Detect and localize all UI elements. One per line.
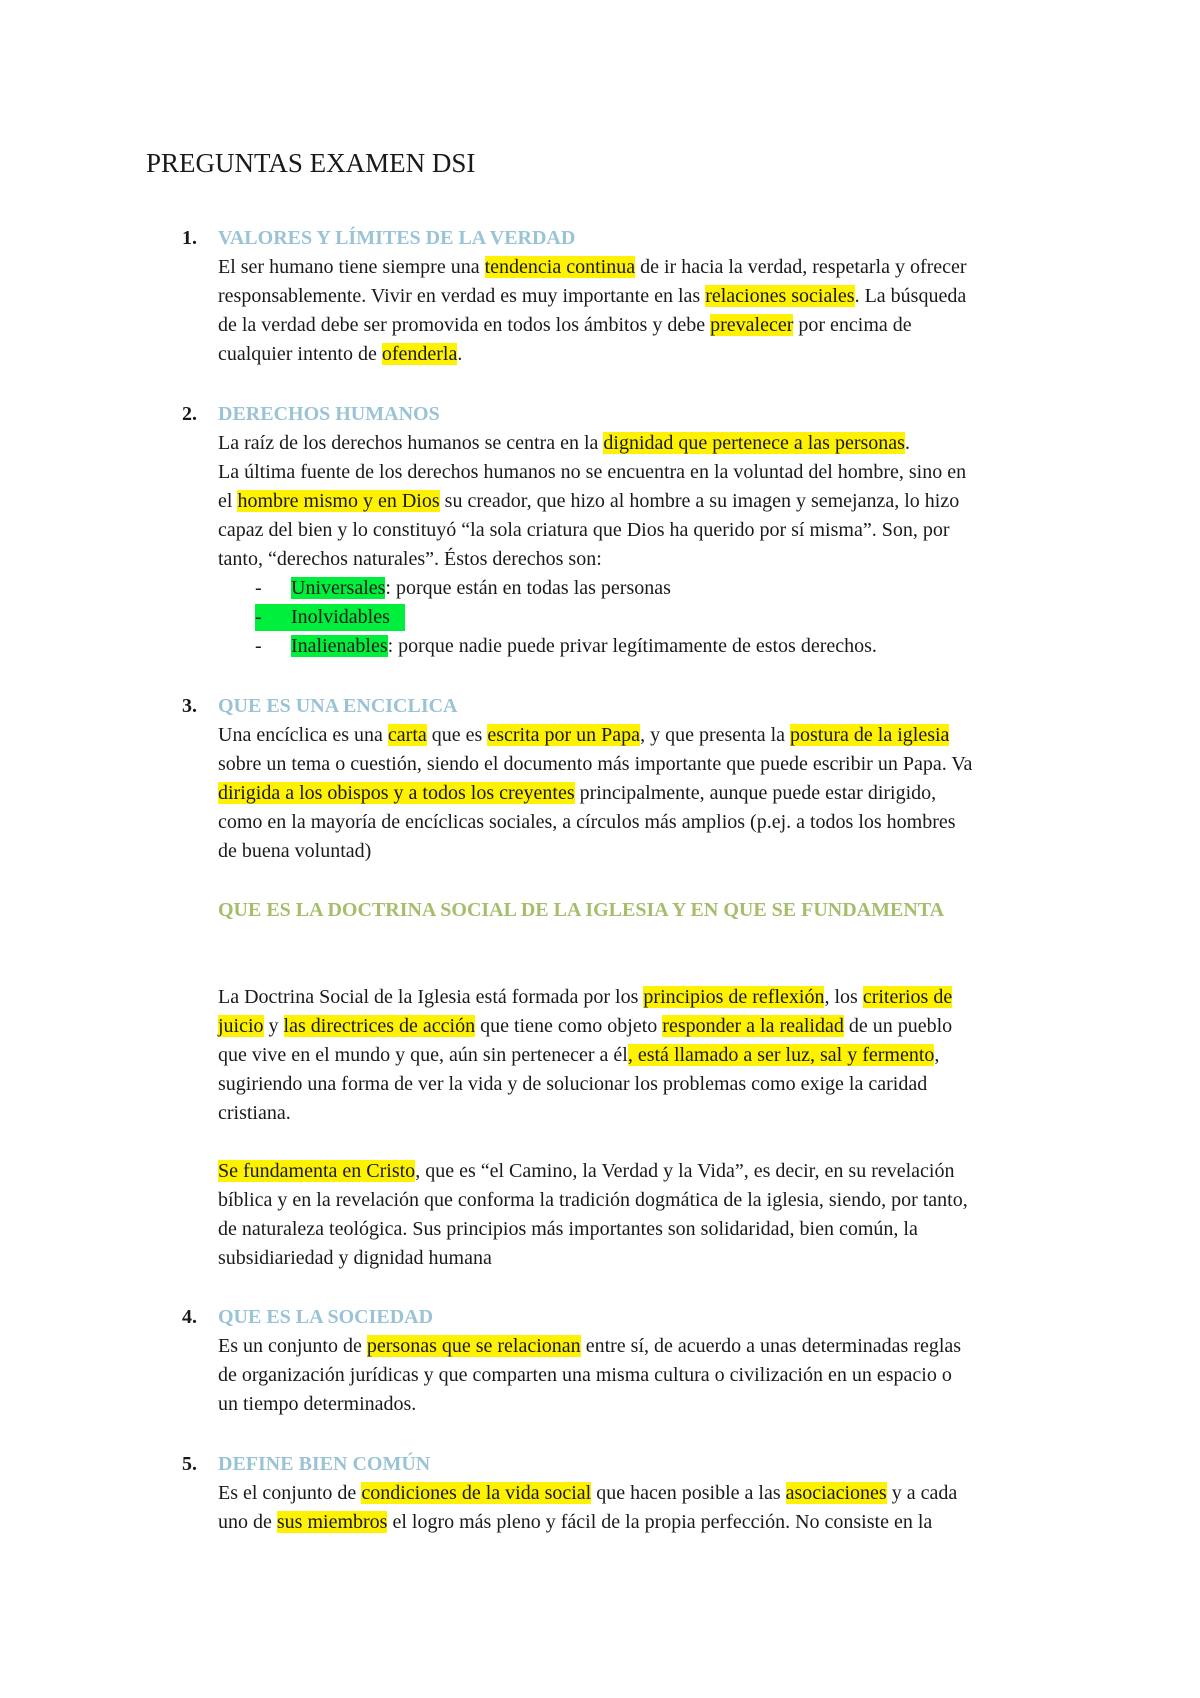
highlight: dignidad que pertenece a las personas — [603, 432, 905, 454]
highlight: escrita por un Papa — [487, 724, 641, 746]
paragraph-line: dirigida a los obispos y a todos los creyentes principalmente, aunque puede estar dirigido, — [218, 782, 937, 804]
highlight: criterios de — [862, 986, 953, 1008]
paragraph-line: Se fundamenta en Cristo, que es “el Camino, la Verdad y la Vida”, es decir, en su revelación — [218, 1160, 955, 1182]
section-number: 2. — [182, 403, 197, 425]
paragraph-line: bíblica y en la revelación que conforma la tradición dogmática de la iglesia, siendo, por tanto, — [218, 1189, 968, 1211]
paragraph-line: de buena voluntad) — [218, 840, 372, 862]
highlight: las directrices de acción — [283, 1015, 476, 1037]
highlight: postura de la iglesia — [790, 724, 950, 746]
section-heading: VALORES Y LÍMITES DE LA VERDAD — [218, 227, 576, 249]
highlight: Se fundamenta en Cristo — [218, 1160, 416, 1182]
section-number: 5. — [182, 1453, 197, 1475]
section-heading: DERECHOS HUMANOS — [218, 403, 440, 425]
highlight: personas que se relacionan — [366, 1335, 581, 1357]
bullet-dash: - — [255, 635, 262, 657]
bullet-dash: - — [255, 577, 262, 599]
highlight: relaciones sociales — [705, 285, 855, 307]
section-heading: QUE ES UNA ENCICLICA — [218, 695, 458, 717]
bullet-item: Universales: porque están en todas las personas — [291, 577, 671, 599]
paragraph-line: La última fuente de los derechos humanos no se encuentra en la voluntad del hombre, sino en — [218, 461, 967, 483]
highlight: sus miembros — [276, 1511, 388, 1533]
paragraph-line: La raíz de los derechos humanos se centra en la dignidad que pertenece a las personas. — [218, 432, 910, 454]
paragraph-line: Es un conjunto de personas que se relacionan entre sí, de acuerdo a unas determinadas reglas — [218, 1335, 962, 1357]
highlight: prevalecer — [710, 314, 794, 336]
paragraph-line: cualquier intento de ofenderla. — [218, 343, 463, 365]
bullet-dash: - — [255, 606, 262, 628]
highlight: , está llamado a ser luz, sal y fermento — [627, 1044, 935, 1066]
paragraph-line: uno de sus miembros el logro más pleno y fácil de la propia perfección. No consiste en la — [218, 1511, 933, 1533]
bullet-item: Inalienables: porque nadie puede privar legítimamente de estos derechos. — [291, 635, 877, 657]
highlight: carta — [387, 724, 427, 746]
highlight: Universales — [291, 577, 386, 599]
highlight: responder a la realidad — [662, 1015, 844, 1037]
paragraph-line: como en la mayoría de encíclicas sociales, a círculos más amplios (p.ej. a todos los hombres — [218, 811, 956, 833]
section-number: 1. — [182, 227, 197, 249]
paragraph-line: juicio y las directrices de acción que tiene como objeto responder a la realidad de un pueblo — [218, 1015, 953, 1037]
paragraph-line: de la verdad debe ser promovida en todos los ámbitos y debe prevalecer por encima de — [218, 314, 912, 336]
paragraph-line: sugiriendo una forma de ver la vida y de solucionar los problemas como exige la caridad — [218, 1073, 928, 1095]
section-heading: DEFINE BIEN COMÚN — [218, 1453, 431, 1475]
paragraph-line: Es el conjunto de condiciones de la vida social que hacen posible a las asociaciones y a cada — [218, 1482, 958, 1504]
highlight: principios de reflexión — [643, 986, 825, 1008]
paragraph-line: La Doctrina Social de la Iglesia está formada por los principios de reflexión, los criterios de — [218, 986, 953, 1008]
highlight: condiciones de la vida social — [361, 1482, 592, 1504]
highlight: asociaciones — [785, 1482, 887, 1504]
paragraph-line: tanto, “derechos naturales”. Éstos derechos son: — [218, 548, 602, 570]
paragraph-line: que vive en el mundo y que, aún sin pertenecer a él, está llamado a ser luz, sal y fermento, — [218, 1044, 940, 1066]
paragraph-line: el hombre mismo y en Dios su creador, que hizo al hombre a su imagen y semejanza, lo hizo — [218, 490, 960, 512]
section-number: 3. — [182, 695, 197, 717]
section-number: 4. — [182, 1306, 197, 1328]
bullet-item: Inolvidables — [291, 606, 390, 628]
highlight: Inalienables — [291, 635, 388, 657]
section-heading: QUE ES LA SOCIEDAD — [218, 1306, 434, 1328]
document-title: PREGUNTAS EXAMEN DSI — [146, 148, 476, 178]
section-heading: QUE ES LA DOCTRINA SOCIAL DE LA IGLESIA Y EN QUE SE FUNDAMENTA — [218, 899, 945, 921]
paragraph-line: un tiempo determinados. — [218, 1393, 417, 1415]
paragraph-line: responsablemente. Vivir en verdad es muy importante en las relaciones sociales. La búsqueda — [218, 285, 967, 307]
paragraph-line: cristiana. — [218, 1102, 291, 1124]
paragraph-line: de naturaleza teológica. Sus principios más importantes son solidaridad, bien común, la — [218, 1218, 918, 1240]
highlight: tendencia continua — [484, 256, 636, 278]
paragraph-line: sobre un tema o cuestión, siendo el documento más importante que puede escribir un Papa. Va — [218, 753, 973, 775]
paragraph-line: subsidiariedad y dignidad humana — [218, 1247, 492, 1269]
paragraph-line: de organización jurídicas y que comparten una misma cultura o civilización en un espacio o — [218, 1364, 952, 1386]
highlight: hombre mismo y en Dios — [237, 490, 440, 512]
highlight: juicio — [218, 1015, 264, 1037]
highlight: dirigida a los obispos y a todos los creyentes — [218, 782, 575, 804]
paragraph-line: El ser humano tiene siempre una tendencia continua de ir hacia la verdad, respetarla y ofrecer — [218, 256, 967, 278]
paragraph-line: capaz del bien y lo constituyó “la sola criatura que Dios ha querido por sí misma”. Son, por — [218, 519, 950, 541]
highlight: ofenderla — [381, 343, 458, 365]
paragraph-line: Una encíclica es una carta que es escrita por un Papa, y que presenta la postura de la iglesia — [218, 724, 950, 746]
